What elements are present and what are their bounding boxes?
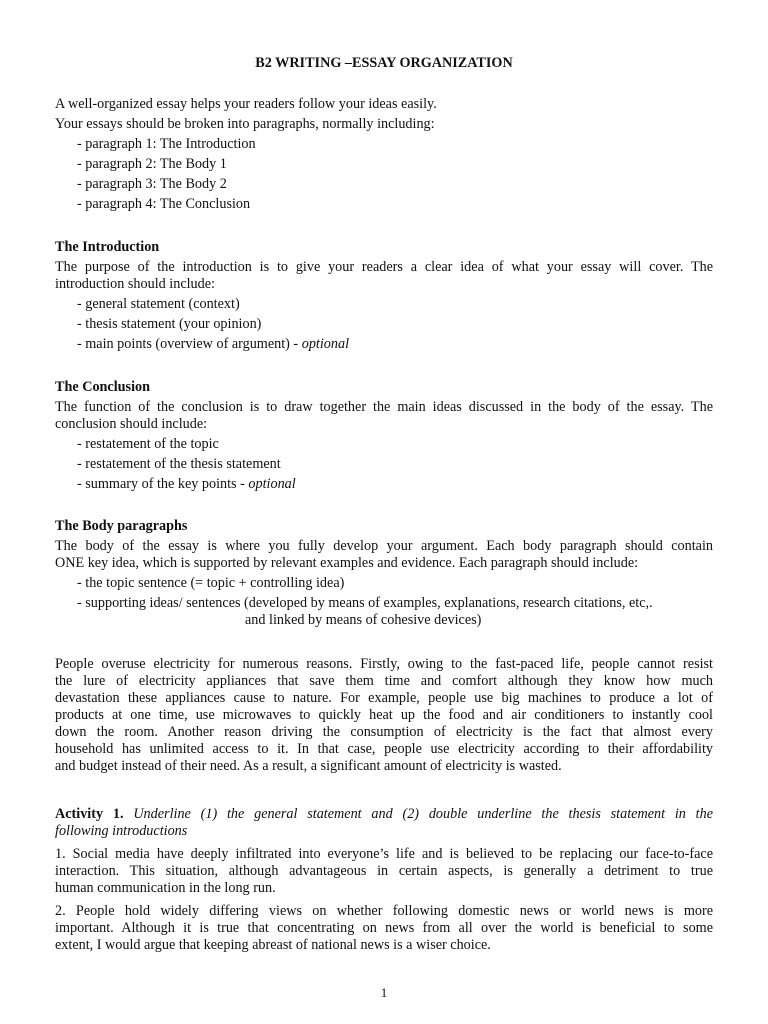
paragraph-line: and budget instead of their need. As a result, a significant amount of electricity is wasted. [55,758,562,774]
activity-section [55,806,713,954]
body-section [55,518,713,629]
paragraph-line: human communication in the long run. [55,880,276,896]
paragraph-line: The function of the conclusion is to draw together the main ideas discussed in the body of the essay. The [55,399,713,415]
list-item: - thesis statement (your opinion) [77,316,262,332]
paragraph-line: The purpose of the introduction is to give your readers a clear idea of what your essay will cover. The [55,259,713,275]
section-heading: The Body paragraphs [55,518,188,534]
list-item: - summary of the key points - optional [77,476,296,492]
activity-instruction-line-2: following introductions [55,823,188,839]
paragraph-line: People overuse electricity for numerous reasons. Firstly, owing to the fast-paced life, people cannot resist [55,656,713,672]
activity-label: Activity 1. [55,806,124,822]
paragraph-line: introduction should include: [55,276,215,292]
question-2 [55,903,713,954]
intro-section [55,96,713,213]
list-item: - restatement of the topic [77,436,219,452]
list-item: - main points (overview of argument) - optional [77,336,350,352]
list-item: - restatement of the thesis statement [77,456,281,472]
list-item-continuation: and linked by means of cohesive devices) [245,612,482,628]
section-heading: The Introduction [55,239,160,255]
paragraph-line: extent, I would argue that keeping abreast of national news is a wiser choice. [55,937,491,953]
sample-paragraph [55,656,713,775]
paragraph-line: important. Although it is true that concentrating on news from all over the world is beneficial to some [55,920,713,936]
list-item: - paragraph 3: The Body 2 [77,176,227,192]
page-number: 1 [380,985,388,1000]
paragraph-line: products at one time, use microwaves to quickly heat up the food and air conditioners to instantly cool [55,707,713,723]
paragraph-line: The body of the essay is where you fully develop your argument. Each body paragraph should contain [55,538,713,554]
introduction-section [55,239,713,353]
activity-instruction: Activity 1. Underline (1) the general statement and (2) double underline the thesis statement in the [55,806,713,822]
paragraph-line: interaction. This situation, although advantageous in certain aspects, is generally a detriment to true [55,863,713,879]
document-page [55,0,713,1024]
list-item: - the topic sentence (= topic + controlling idea) [77,575,345,591]
list-item: - paragraph 1: The Introduction [77,136,256,152]
paragraph-line: conclusion should include: [55,416,208,432]
list-item: - paragraph 4: The Conclusion [77,196,251,212]
page-title: B2 WRITING –ESSAY ORGANIZATION [255,55,513,71]
list-item: - general statement (context) [77,296,240,312]
list-item: - supporting ideas/ sentences (developed by means of examples, explanations, research citations, etc,. [77,595,653,611]
paragraph-line: ONE key idea, which is supported by relevant examples and evidence. Each paragraph should include: [55,555,639,571]
intro-line-2: Your essays should be broken into paragraphs, normally including: [55,116,435,132]
question-1 [55,846,713,897]
paragraph-line: 1. Social media have deeply infiltrated into everyone’s life and is believed to be replacing our face-to-face [55,846,713,862]
paragraph-line: household has unlimited access to it. In that case, people use electricity according to their affordability [55,741,713,757]
optional-label: optional [301,336,350,352]
paragraph-line: 2. People hold widely differing views on whether following domestic news or world news is more [55,903,713,919]
paragraph-line: down the room. Another reason driving the consumption of electricity is the fact that almost every [55,724,713,740]
paragraph-line: devastation these appliances cause to nature. For example, people use big machines to produce a lot of [55,690,713,706]
conclusion-section [55,379,713,493]
intro-line-1: A well-organized essay helps your readers follow your ideas easily. [55,96,437,112]
section-heading: The Conclusion [55,379,151,395]
list-item: - paragraph 2: The Body 1 [77,156,227,172]
paragraph-line: the lure of electricity appliances that save them time and comfort although they know how much [55,673,713,689]
optional-label: optional [248,476,296,492]
